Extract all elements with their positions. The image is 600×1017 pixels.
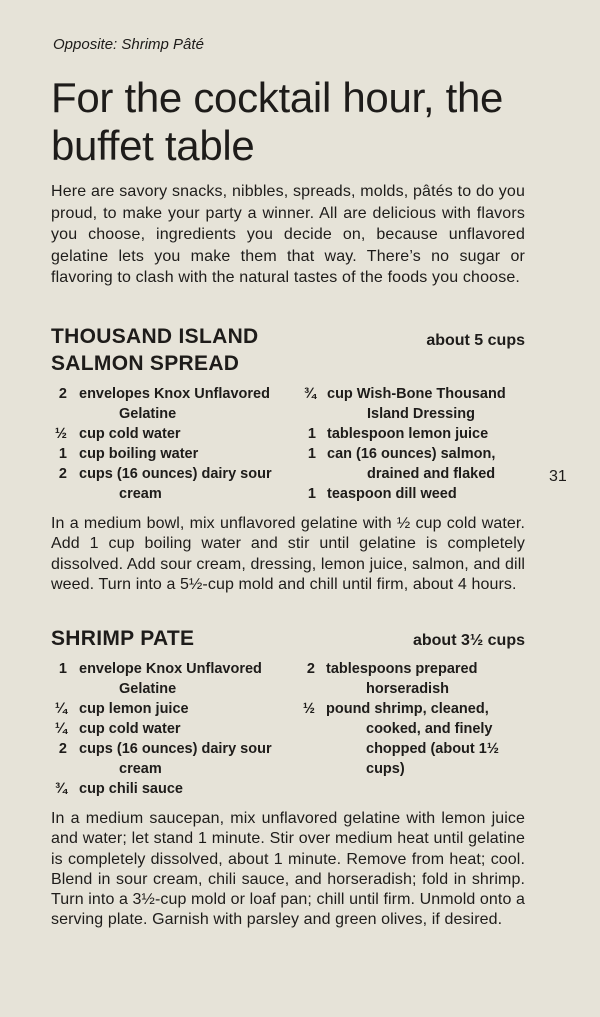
ingredient-item: ½ cup cold water [54, 426, 181, 442]
ingredient-list-left [51, 659, 281, 799]
ingredient-item: 2 cups (16 ounces) dairy sour cream [58, 741, 272, 777]
ingredient-item: 1 can (16 ounces) salmon, drained and flaked [307, 446, 496, 482]
ingredient-item: ¼ cup cold water [54, 721, 181, 737]
recipe-title-line: SHRIMP PATE [51, 627, 195, 650]
ingredient-list-right [299, 384, 539, 504]
ingredient-item: 2 tablespoons prepared horseradish [306, 661, 478, 697]
ingredient-item: 1 envelope Knox Unflavored Gelatine [58, 661, 262, 697]
recipe-yield: about 3½ cups [412, 632, 525, 649]
recipe-title-line: THOUSAND ISLAND [51, 325, 259, 348]
recipe-method: In a medium bowl, mix unflavored gelatine with ½ cup cold water. Add 1 cup boiling water and stir until gelatine is completely dissolved. Add sour cream, dressing, lemon juice, salmon, and dill weed. Turn into a 5½-cup mold and chill until firm, about 4 hours. [51, 515, 525, 593]
recipe-title-shrimp-pate [51, 625, 194, 652]
ingredient-item: 2 cups (16 ounces) dairy sour cream [58, 466, 272, 502]
ingredient-item: 1 teaspoon dill weed [307, 486, 457, 502]
ingredient-list-left [51, 384, 281, 504]
recipe-title-line: SALMON SPREAD [51, 352, 240, 375]
intro-paragraph: Here are savory snacks, nibbles, spreads, molds, pâtés to do you proud, to make your party a winner. All are delicious with flavors you choose, ingredients you decide on, because unflavored gelatine lets you make them that way. There’s no sugar or flavoring to clash with the natural tastes of the foods you choose. [51, 183, 525, 287]
recipe-yield: about 5 cups [426, 332, 525, 349]
ingredient-list-right [298, 659, 530, 779]
page-number: 31 [549, 468, 567, 485]
recipe-title-salmon-spread [51, 323, 259, 377]
ingredient-item: ¼ cup lemon juice [54, 701, 189, 717]
ingredient-item: 2 envelopes Knox Unflavored Gelatine [58, 386, 270, 422]
ingredient-item: 1 tablespoon lemon juice [307, 426, 489, 442]
ingredient-item: 1 cup boiling water [58, 446, 199, 462]
recipe-method: In a medium saucepan, mix unflavored gelatine with lemon juice and water; let stand 1 minute. Stir over medium heat until gelatine is completely dissolved, about 1 minute. Remove from heat; cool. Blend in sour cream, chili sauce, and horseradish; fold in shrimp. Turn into a 3½-cup mold or loaf pan; chill until firm. Unmold onto a serving plate. Garnish with parsley and green olives, if desired. [51, 810, 525, 929]
photo-caption: Opposite: Shrimp Pâté [53, 36, 204, 53]
chapter-title: For the cocktail hour, the buffet table [51, 74, 504, 169]
ingredient-item: ¾ cup Wish-Bone Thousand Island Dressing [303, 386, 506, 422]
ingredient-item: ½ pound shrimp, cleaned, cooked, and finely chopped (about 1½ cups) [302, 701, 499, 777]
ingredient-item: ¾ cup chili sauce [54, 781, 183, 797]
